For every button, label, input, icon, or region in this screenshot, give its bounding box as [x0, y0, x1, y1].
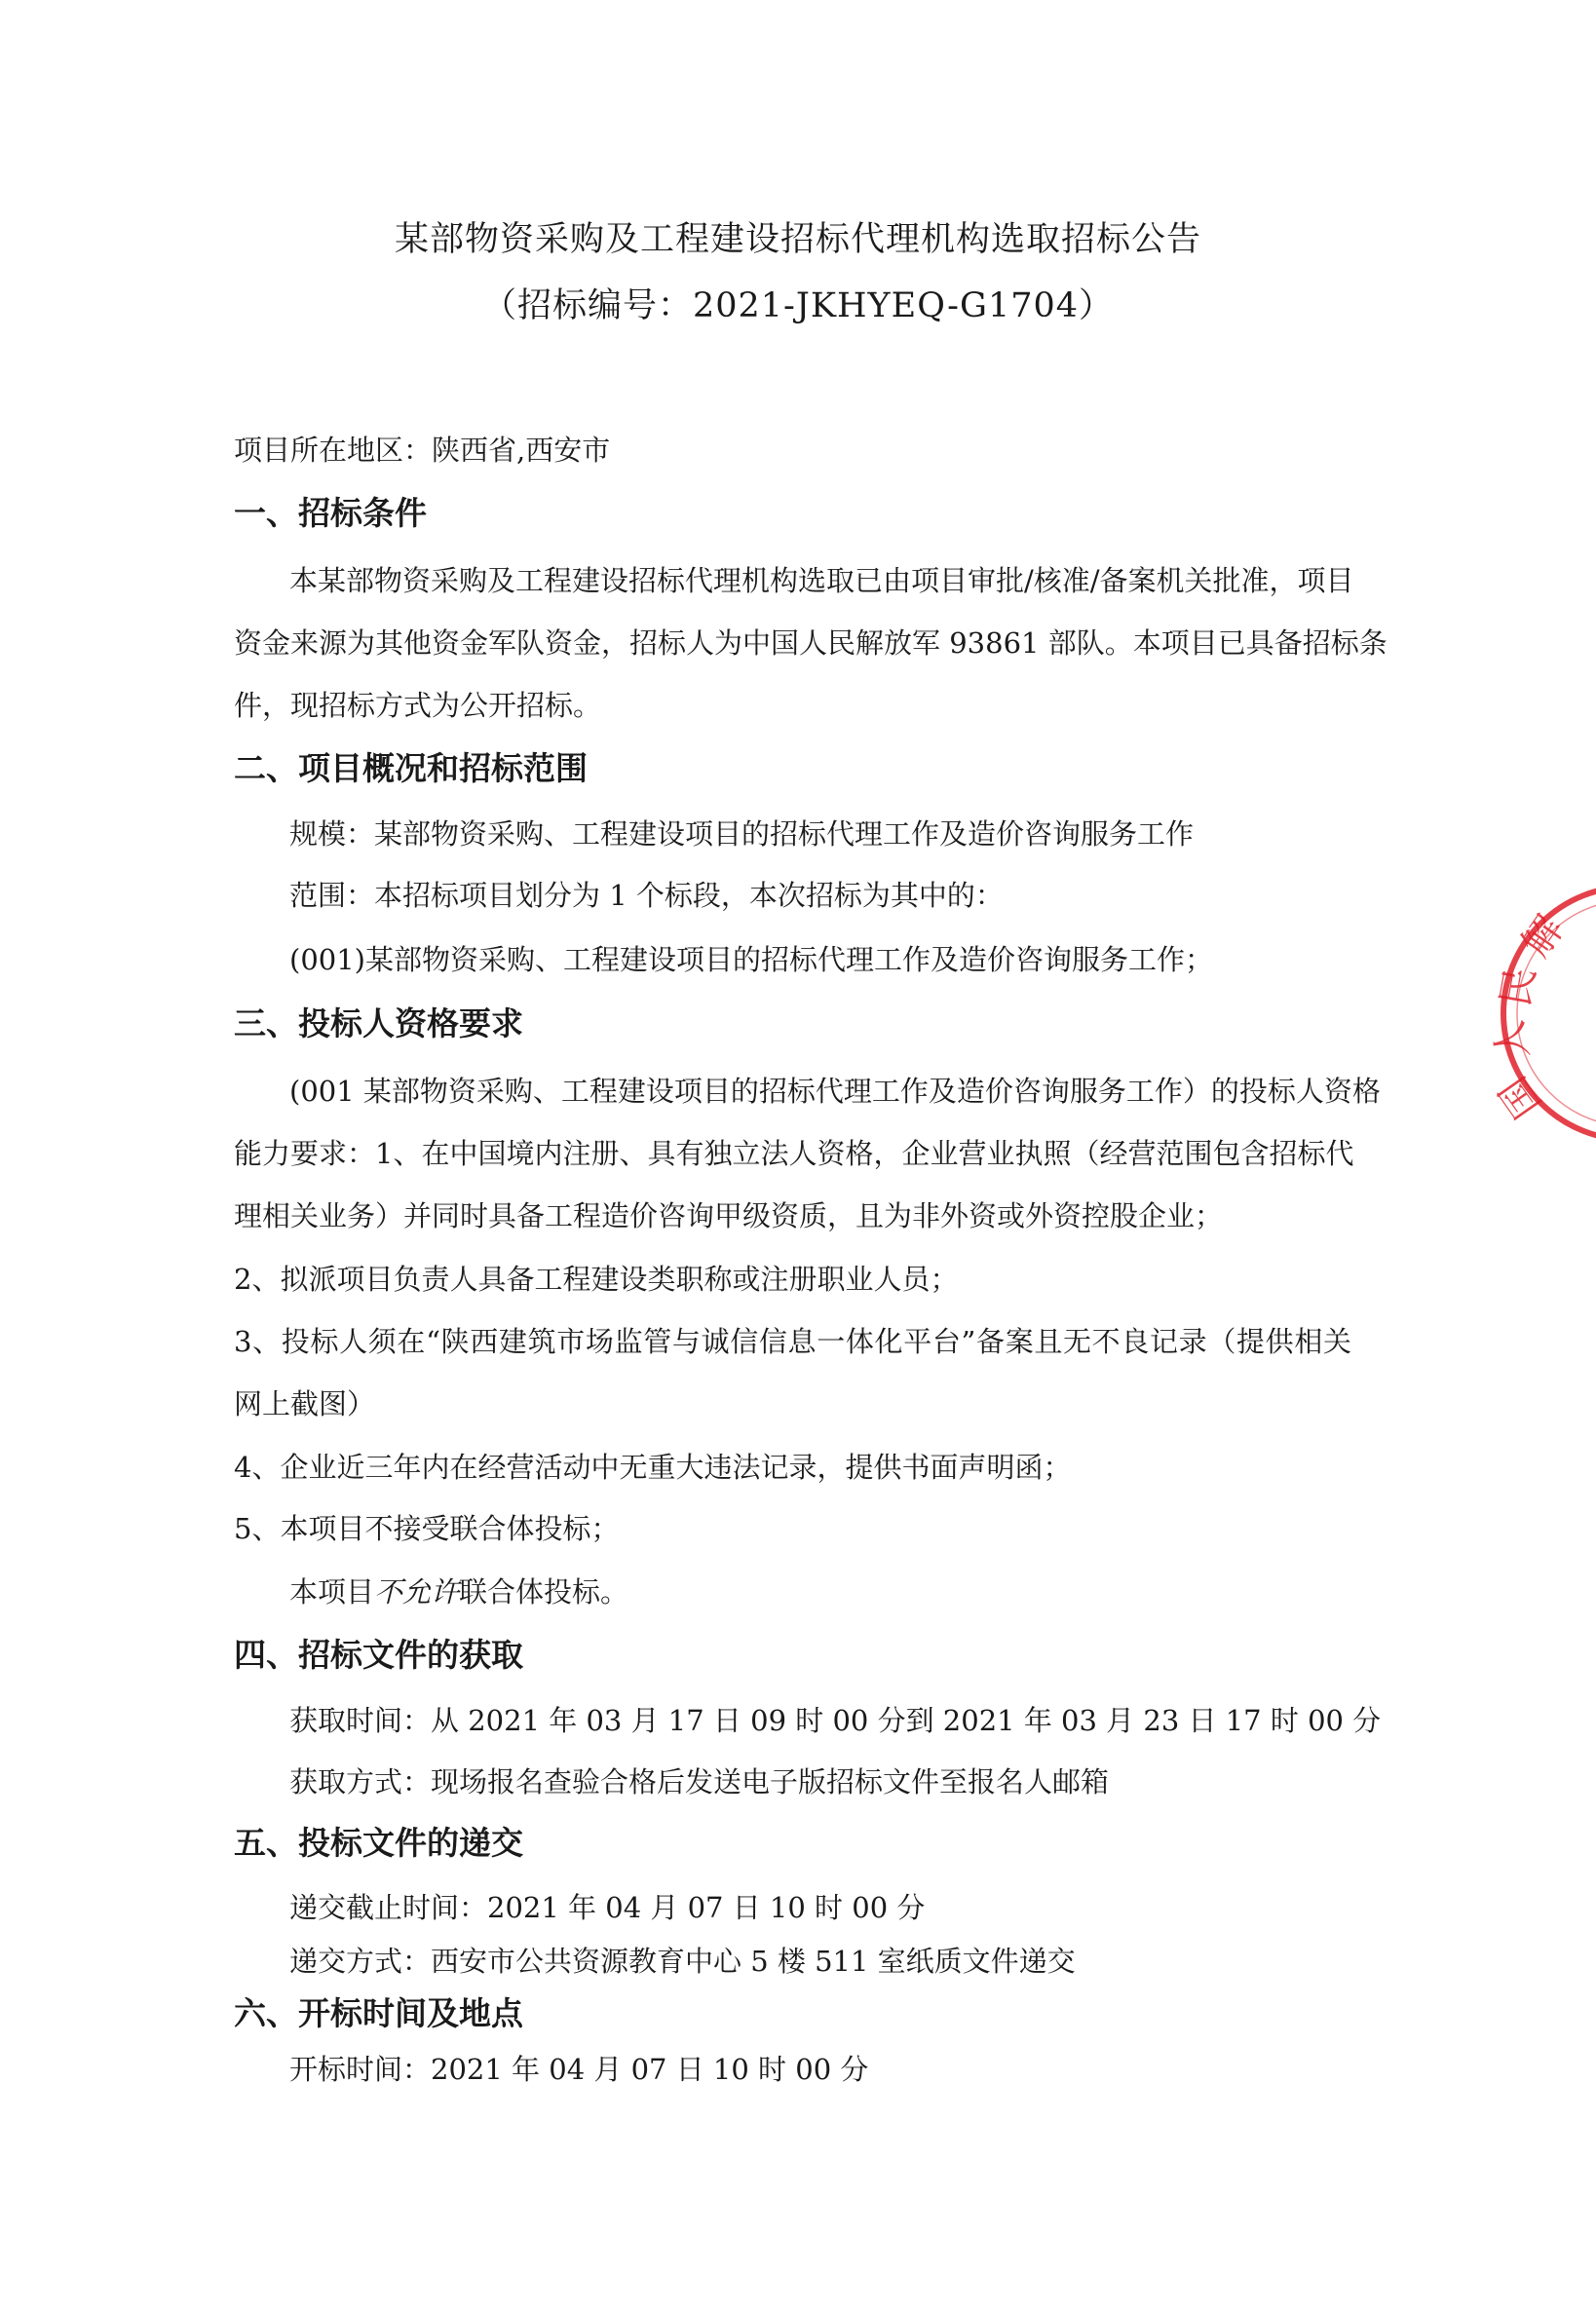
consortium-line: [289, 1572, 628, 1611]
submission-deadline: 递交截止时间：2021 年 04 月 07 日 10 时 00 分: [289, 1891, 926, 1924]
lot-line: (001)某部物资采购、工程建设项目的招标代理工作及造价咨询服务工作；: [289, 943, 1213, 976]
section-heading-3: 三、投标人资格要求: [234, 1004, 523, 1042]
submission-method: 递交方式：西安市公共资源教育中心 5 楼 511 室纸质文件递交: [289, 1945, 1076, 1978]
svg-text:解: 解: [1513, 907, 1574, 965]
section-heading-6: 六、开标时间及地点: [234, 1994, 523, 2032]
section-heading-5: 五、投标文件的递交: [234, 1824, 523, 1862]
svg-text:人: 人: [1486, 1016, 1538, 1064]
bid-number: （招标编号：2021-JKHYEQ-G1704）: [481, 286, 1115, 325]
paragraph-line: 能力要求：1、在中国境内注册、具有独立法人资格，企业营业执照（经营范围包含招标代: [234, 1137, 1354, 1170]
paragraph-line: 件，现招标方式为公开招标。: [234, 689, 602, 722]
consortium-prefix: 本项目: [289, 1575, 375, 1609]
region-line: 项目所在地区：陕西省,西安市: [234, 434, 611, 467]
consortium-suffix: 联合体投标。: [459, 1575, 629, 1609]
opening-time: 开标时间：2021 年 04 月 07 日 10 时 00 分: [289, 2053, 869, 2086]
document-title: 某部物资采购及工程建设招标代理机构选取招标公告: [394, 220, 1201, 259]
paragraph-line: (001 某部物资采购、工程建设项目的招标代理工作及造价咨询服务工作）的投标人资格: [289, 1075, 1381, 1108]
obtain-method: 获取方式：现场报名查验合格后发送电子版招标文件至报名人邮箱: [289, 1765, 1110, 1798]
paragraph-line: 本某部物资采购及工程建设招标代理机构选取已由项目审批/核准/备案机关批准，项目: [289, 564, 1354, 597]
requirement-item: 3、投标人须在“陕西建筑市场监管与诚信信息一体化平台”备案且无不良记录（提供相关: [234, 1325, 1351, 1358]
section-heading-4: 四、招标文件的获取: [234, 1636, 523, 1674]
requirement-item: 2、拟派项目负责人具备工程建设类职称或注册职业人员；: [234, 1263, 959, 1296]
svg-text:国: 国: [1491, 1068, 1551, 1126]
requirement-item: 5、本项目不接受联合体投标；: [234, 1512, 620, 1545]
section-heading-1: 一、招标条件: [234, 494, 427, 532]
scale-line: 规模：某部物资采购、工程建设项目的招标代理工作及造价咨询服务工作: [289, 817, 1195, 851]
svg-text:民: 民: [1493, 964, 1544, 1010]
requirement-item: 4、企业近三年内在经营活动中无重大违法记录，提供书面声明函；: [234, 1451, 1072, 1484]
official-seal-icon: [1486, 872, 1596, 1154]
obtain-time: 获取时间：从 2021 年 03 月 17 日 09 时 00 分到 2021 年 03 月 23 日 17 时 00 分: [289, 1704, 1382, 1737]
paragraph-line: 理相关业务）并同时具备工程造价咨询甲级资质，且为非外资或外资控股企业；: [234, 1199, 1224, 1232]
paragraph-line: 资金来源为其他资金军队资金，招标人为中国人民解放军 93861 部队。本项目已具备招标条: [234, 626, 1387, 660]
requirement-item: 网上截图）: [234, 1387, 376, 1420]
section-heading-2: 二、项目概况和招标范围: [234, 749, 588, 787]
consortium-italic: 不允许: [374, 1575, 460, 1609]
scope-line: 范围：本招标项目划分为 1 个标段，本次招标为其中的：: [289, 879, 1004, 912]
